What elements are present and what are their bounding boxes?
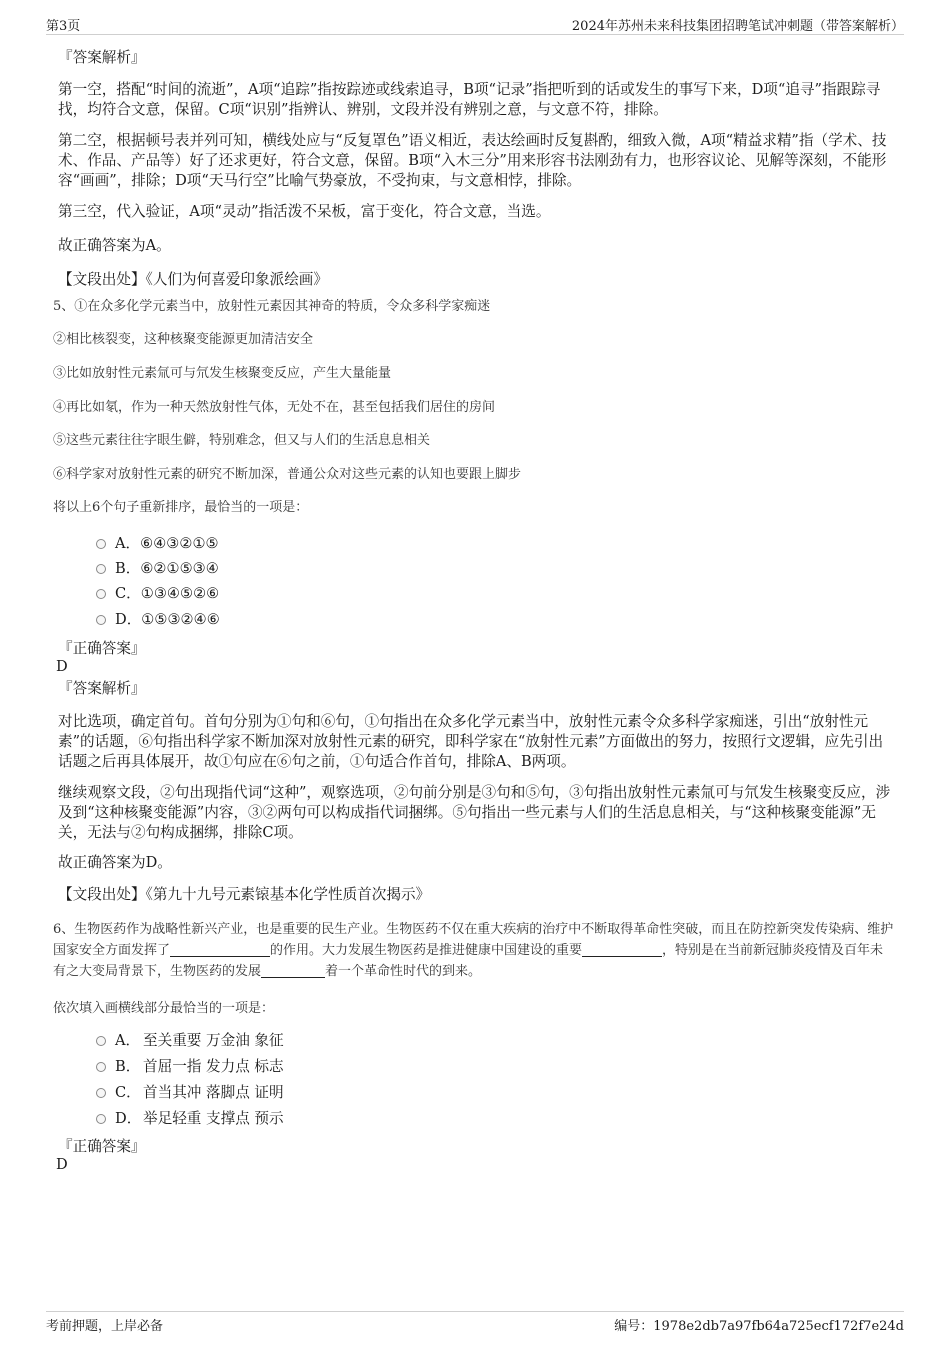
q4-source: 【文段出处】《人们为何喜爱印象派绘画》 — [58, 271, 328, 288]
q5-analysis-p2: 继续观察文段，②句出现指代词“这种”，观察选项，②句前分别是③句和⑤句，③句指出放射性元素氚可与氘发生核聚变反应，涉及到“这种核聚变能源”内容，③②两句可以构成指代词捆绑。⑤句指出一些元素与人们的生活息息相关，与“这种核聚变能源”无关，无法与②句构成捆绑，排除C项。 — [58, 784, 891, 841]
q5-option-a[interactable] — [96, 534, 219, 554]
radio-icon[interactable] — [96, 1062, 106, 1072]
q5-option-d[interactable] — [96, 610, 220, 630]
q5-analysis-label: 『答案解析』 — [58, 680, 146, 697]
q6-answer-label: 『正确答案』 — [58, 1138, 146, 1155]
radio-icon[interactable] — [96, 615, 106, 625]
q6-passage-part-4: 着一个革命性时代的到来。 — [325, 964, 482, 979]
q5-analysis-p3: 故正确答案为D。 — [58, 854, 172, 871]
option-letter: C． — [115, 585, 141, 602]
option-text: 至关重要 万金油 象征 — [143, 1032, 284, 1049]
option-text: 首屈一指 发力点 标志 — [143, 1058, 284, 1075]
q5-sentence-1: 5、①在众多化学元素当中，放射性元素因其神奇的特质，令众多科学家痴迷 — [53, 299, 491, 314]
option-text: ⑥②①⑤③④ — [140, 560, 219, 577]
q6-option-a[interactable] — [96, 1031, 284, 1051]
q6-answer: D — [56, 1156, 68, 1173]
q4-analysis-p2: 第二空，根据顿号表并列可知，横线处应与“反复罩色”语义相近，表达绘画时反复斟酌，细致入微，A项“精益求精”指（学术、技术、作品、产品等）好了还求更好，符合文意，保留。B项“入木三分”用来形容书法刚劲有力，也形容议论、见解等深刻，不能形容“画画”，排除；D项“天马行空”比喻气势豪放，不受拘束，与文意相悖，排除。 — [58, 132, 887, 189]
page-number: 第3页 — [46, 19, 81, 34]
q6-option-c[interactable] — [96, 1083, 284, 1103]
q4-analysis-p3: 第三空，代入验证，A项“灵动”指活泼不呆板，富于变化，符合文意，当选。 — [58, 203, 551, 220]
option-text: ①③④⑤②⑥ — [140, 585, 220, 602]
q6-prompt: 依次填入画横线部分最恰当的一项是： — [53, 1001, 275, 1016]
page-footer — [46, 1311, 904, 1335]
option-letter: A． — [115, 535, 141, 552]
option-letter: C． — [115, 1084, 141, 1101]
document-serial: 编号：1978e2db7a97fb64a725ecf172f7e24d — [614, 1319, 904, 1334]
q5-sentence-5: ⑤这些元素往往字眼生僻，特别难念，但又与人们的生活息息相关 — [53, 433, 431, 448]
q5-sentence-4: ④再比如氡，作为一种天然放射性气体，无处不在，甚至包括我们居住的房间 — [53, 400, 496, 415]
radio-icon[interactable] — [96, 539, 106, 549]
option-text: 举足轻重 支撑点 预示 — [143, 1110, 284, 1127]
option-text: ⑥④③②①⑤ — [140, 535, 219, 552]
blank-2 — [582, 942, 662, 957]
q5-option-b[interactable] — [96, 559, 219, 579]
document-title: 2024年苏州未来科技集团招聘笔试冲刺题（带答案解析） — [571, 19, 904, 34]
q6-passage-part-1: 6、生物医药作为战略性新兴产业，也是重要的民生产业。生物医药不仅在重大疾病的治疗中不断取得革命性突破，而且在防控新突发传染病、维护国家安全方面发挥了 — [53, 922, 894, 958]
radio-icon[interactable] — [96, 589, 106, 599]
q5-sentence-2: ②相比核裂变，这种核聚变能源更加清洁安全 — [53, 332, 314, 347]
q4-analysis-p4: 故正确答案为A。 — [58, 237, 171, 254]
radio-icon[interactable] — [96, 1088, 106, 1098]
option-letter: D． — [115, 1110, 142, 1127]
q5-prompt: 将以上6个句子重新排序，最恰当的一项是： — [53, 500, 309, 515]
q6-option-d[interactable] — [96, 1109, 284, 1129]
q5-sentence-6: ⑥科学家对放射性元素的研究不断加深，普通公众对这些元素的认知也要跟上脚步 — [53, 467, 522, 482]
page-header — [46, 14, 904, 35]
q5-source: 【文段出处】《第九十九号元素锿基本化学性质首次揭示》 — [58, 886, 431, 903]
q6-passage-part-3: ，特别是在当前新冠肺炎疫情及百年未有之大变局背景下，生物医药的发展 — [53, 943, 884, 979]
q4-analysis-p1: 第一空，搭配“时间的流逝”，A项“追踪”指按踪迹或线索追寻，B项“记录”指把听到的话或发生的事写下来，D项“追寻”指跟踪寻找，均符合文意，保留。C项“识别”指辨认、辨别，文段并没有辨别之意，与文意不符，排除。 — [58, 81, 881, 118]
q5-analysis-p1: 对比选项，确定首句。首句分别为①句和⑥句，①句指出在众多化学元素当中，放射性元素令众多科学家痴迷，引出“放射性元素”的话题，⑥句指出科学家不断加深对放射性元素的研究，即科学家在“放射性元素”方面做出的努力，按照行文逻辑，应先引出话题之后再具体展开，故①句应在⑥句之前，①句适合作首句，排除A、B两项。 — [58, 713, 884, 770]
q6-passage-part-2: 的作用。大力发展生物医药是推进健康中国建设的重要 — [270, 943, 583, 958]
q5-answer-label: 『正确答案』 — [58, 640, 146, 657]
footer-slogan: 考前押题，上岸必备 — [46, 1319, 164, 1334]
option-letter: A． — [115, 1032, 141, 1049]
radio-icon[interactable] — [96, 1114, 106, 1124]
q5-answer: D — [56, 658, 68, 675]
radio-icon[interactable] — [96, 564, 106, 574]
radio-icon[interactable] — [96, 1036, 106, 1046]
q6-passage — [53, 919, 895, 982]
q5-sentence-3: ③比如放射性元素氚可与氘发生核聚变反应，产生大量能量 — [53, 366, 392, 381]
q6-option-b[interactable] — [96, 1057, 284, 1077]
q4-analysis-label: 『答案解析』 — [58, 49, 146, 66]
blank-1 — [170, 942, 270, 957]
option-letter: B． — [115, 560, 141, 577]
option-letter: B． — [115, 1058, 141, 1075]
q5-option-c[interactable] — [96, 584, 219, 604]
option-text: 首当其冲 落脚点 证明 — [143, 1084, 284, 1101]
option-text: ①⑤③②④⑥ — [141, 611, 220, 628]
blank-3 — [261, 963, 325, 978]
option-letter: D． — [115, 611, 142, 628]
